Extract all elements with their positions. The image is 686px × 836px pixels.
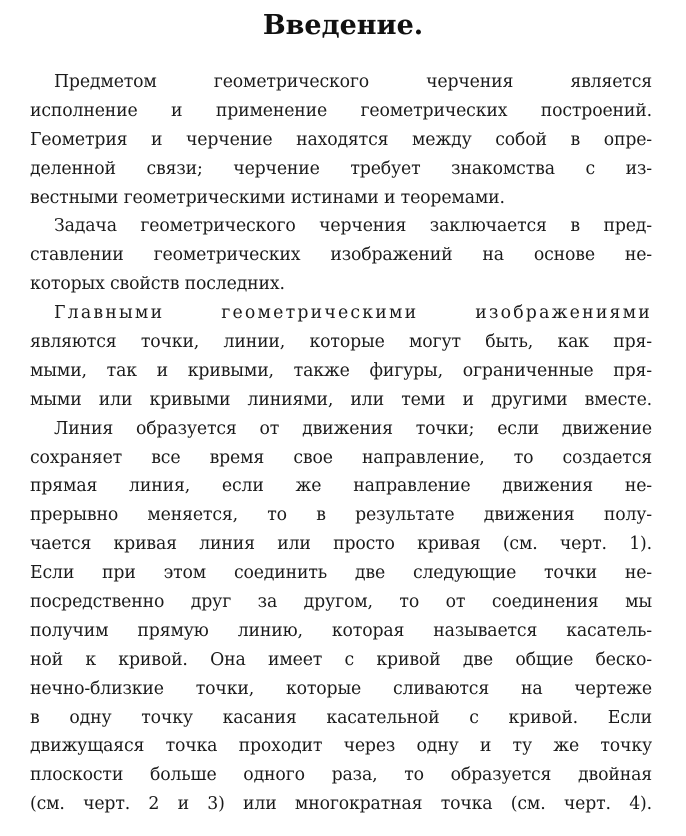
- text-line: плоскости больше одного раза, то образуется двойная: [30, 765, 652, 786]
- text-line: сохраняет все время свое направление, то создается: [30, 447, 652, 468]
- text-line: Линия образуется от движения точки; если движение: [54, 418, 652, 439]
- text-line: Геометрия и черчение находятся между собой в опре-: [30, 129, 652, 150]
- page-title: Введение.: [262, 10, 424, 41]
- text-line: прямая линия, если же направление движения не-: [30, 476, 652, 497]
- text-line: являются точки, линии, которые могут быть, как пря-: [30, 332, 652, 353]
- text-line: Главными геометрическими изображениями: [54, 303, 652, 324]
- text-line: движущаяся точка проходит через одну и ту же точку: [30, 736, 652, 757]
- text-line: нечно-близкие точки, которые сливаются на чертеже: [30, 678, 652, 699]
- text-line: (см. черт. 2 и 3) или многократная точка (см. черт. 4).: [30, 794, 652, 815]
- text-line: Задача геометрического черчения заключается в пред-: [54, 216, 652, 237]
- text-line: Если при этом соединить две следующие точки не-: [30, 563, 652, 584]
- text-line: ной к кривой. Она имеет с кривой две общие беско-: [30, 649, 652, 670]
- text-line: мыми, так и кривыми, также фигуры, ограниченные пря-: [30, 360, 652, 381]
- text-line: прерывно меняется, то в результате движения полу-: [30, 505, 652, 526]
- body-text: [30, 68, 652, 819]
- text-line: в одну точку касания касательной с кривой. Если: [30, 707, 652, 728]
- text-line: Предметом геометрического черчения является: [54, 72, 652, 92]
- text-line: получим прямую линию, которая называется касатель-: [30, 620, 652, 641]
- text-line: вестными геометрическими истинами и теоремами.: [30, 187, 505, 208]
- text-line: которых свойств последних.: [30, 274, 285, 295]
- text-line: исполнение и применение геометрических построений.: [30, 100, 652, 121]
- text-line: посредственно друг за другом, то от соединения мы: [30, 592, 652, 613]
- text-line: ставлении геометрических изображений на основе не-: [30, 245, 652, 266]
- text-line: мыми или кривыми линиями, или теми и другими вместе.: [30, 389, 652, 410]
- text-line: чается кривая линия или просто кривая (см. черт. 1).: [30, 534, 652, 555]
- text-line: деленной связи; черчение требует знакомства с из-: [30, 158, 652, 179]
